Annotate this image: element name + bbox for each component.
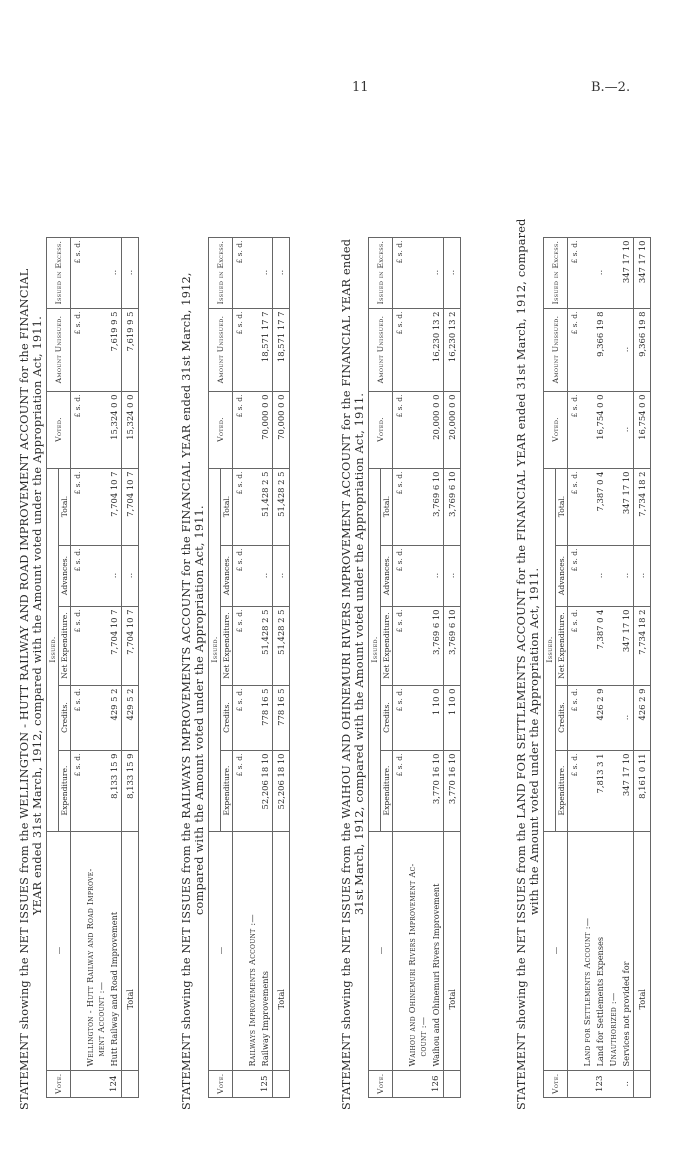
col-description: — bbox=[47, 831, 71, 1070]
col-unissued: Amount Unissued. bbox=[209, 308, 233, 391]
statement-railways-improvements bbox=[180, 20, 290, 1120]
unit-label: £ s. d. bbox=[568, 545, 582, 606]
vote-number: 123 bbox=[594, 1070, 607, 1097]
col-advances: Advances. bbox=[221, 545, 233, 606]
unit-label: £ s. d. bbox=[568, 308, 582, 391]
total-voted: 20,000 0 0 bbox=[444, 391, 461, 468]
col-total: Total. bbox=[59, 468, 71, 545]
col-voted: Voted. bbox=[369, 391, 393, 468]
table-row bbox=[594, 237, 607, 1097]
statement-title-line2: with the Amount voted under the Appropriation Act, 1911. bbox=[528, 567, 541, 915]
table-row bbox=[620, 237, 634, 1097]
statement-title-line2: compared with the Amount voted under the Appropriation Act, 1911. bbox=[193, 505, 206, 915]
total-value: 7,704 10 7 bbox=[108, 468, 122, 545]
net-expenditure-value: 7,387 0 4 bbox=[594, 606, 607, 685]
statement-title-line1: STATEMENT showing the NET ISSUES from the WELLINGTON - HUTT RAILWAY AND ROAD IMPROVEMENT ACCOUNT for the FINANCIAL bbox=[18, 268, 31, 1110]
col-issued: Issued. bbox=[369, 468, 381, 831]
statement-title bbox=[180, 20, 206, 1120]
unissued-value: 9,366 19 8 bbox=[594, 308, 607, 391]
unit-label: £ s. d. bbox=[393, 468, 407, 545]
col-excess: Issued in Excess. bbox=[47, 237, 71, 308]
unit-label: £ s. d. bbox=[233, 308, 247, 391]
unit-label: £ s. d. bbox=[233, 468, 247, 545]
total-value: 7,387 0 4 bbox=[594, 468, 607, 545]
statement-title bbox=[515, 20, 541, 1120]
account-heading-line2: ment Account :— bbox=[96, 981, 106, 1057]
unissued-value: 16,230 13 2 bbox=[430, 308, 444, 391]
total-row bbox=[273, 237, 290, 1097]
advances-value: .. bbox=[430, 545, 444, 606]
total-advances: .. bbox=[444, 545, 461, 606]
voted-value: 16,754 0 0 bbox=[594, 391, 607, 468]
statement-title bbox=[18, 20, 44, 1120]
unit-label: £ s. d. bbox=[393, 237, 407, 308]
unit-label: £ s. d. bbox=[393, 750, 407, 831]
statement-title bbox=[340, 20, 366, 1120]
unit-label: £ s. d. bbox=[233, 391, 247, 468]
credits-value: 778 16 5 bbox=[259, 685, 273, 750]
unit-label: £ s. d. bbox=[393, 606, 407, 685]
statement-table bbox=[543, 237, 651, 1098]
col-advances: Advances. bbox=[59, 545, 71, 606]
total-credits: 426 2 9 bbox=[634, 685, 651, 750]
total-voted: 16,754 0 0 bbox=[634, 391, 651, 468]
total-excess: 347 17 10 bbox=[634, 237, 651, 308]
unit-label: £ s. d. bbox=[71, 750, 85, 831]
total-excess: .. bbox=[122, 237, 139, 308]
unit-label: £ s. d. bbox=[233, 237, 247, 308]
total-unissued: 9,366 19 8 bbox=[634, 308, 651, 391]
vote-number: 124 bbox=[108, 1070, 122, 1097]
excess-value: .. bbox=[594, 237, 607, 308]
col-issued: Issued. bbox=[544, 468, 556, 831]
total-net-expenditure: 3,769 6 10 bbox=[444, 606, 461, 685]
item-description: Land for Settlements Expenses bbox=[594, 831, 607, 1070]
total-expenditure: 8,161 0 11 bbox=[634, 750, 651, 831]
unit-label: £ s. d. bbox=[71, 685, 85, 750]
col-credits: Credits. bbox=[59, 685, 71, 750]
voted-value: .. bbox=[620, 391, 634, 468]
table-row bbox=[108, 237, 122, 1097]
total-advances: .. bbox=[273, 545, 290, 606]
statement-table bbox=[208, 237, 290, 1098]
unit-label: £ s. d. bbox=[71, 468, 85, 545]
col-voted: Voted. bbox=[544, 391, 568, 468]
item-description: Waihou and Ohinemuri Rivers Improvement bbox=[430, 831, 444, 1070]
total-advances: .. bbox=[122, 545, 139, 606]
total-unissued: 18,571 17 7 bbox=[273, 308, 290, 391]
total-total: 51,428 2 5 bbox=[273, 468, 290, 545]
document-reference: B.—2. bbox=[591, 80, 631, 95]
statement-title-line2: 31st March, 1912, compared with the Amount voted under the Appropriation Act, 1911. bbox=[353, 392, 366, 915]
total-row bbox=[444, 237, 461, 1097]
col-excess: Issued in Excess. bbox=[544, 237, 568, 308]
excess-value: .. bbox=[108, 237, 122, 308]
col-vote: Vote. bbox=[369, 1070, 393, 1097]
expenditure-value: 347 17 10 bbox=[620, 750, 634, 831]
total-credits: 778 16 5 bbox=[273, 685, 290, 750]
total-expenditure: 52,206 18 10 bbox=[273, 750, 290, 831]
account-heading bbox=[84, 831, 108, 1070]
account-heading: Railways Improvements Account :— bbox=[246, 831, 259, 1070]
voted-value: 20,000 0 0 bbox=[430, 391, 444, 468]
unit-label: £ s. d. bbox=[71, 237, 85, 308]
total-label: Total bbox=[273, 831, 290, 1070]
net-expenditure-value: 51,428 2 5 bbox=[259, 606, 273, 685]
total-voted: 15,324 0 0 bbox=[122, 391, 139, 468]
expenditure-value: 52,206 18 10 bbox=[259, 750, 273, 831]
total-unissued: 16,230 13 2 bbox=[444, 308, 461, 391]
col-credits: Credits. bbox=[381, 685, 393, 750]
account-heading: Land for Settlements Account :— bbox=[581, 831, 594, 1070]
total-label: Total bbox=[634, 831, 651, 1070]
statement-title-line1: STATEMENT showing the NET ISSUES from the RAILWAYS IMPROVEMENTS ACCOUNT for the FINANCIAL YEAR ended 31st March, 1912, bbox=[180, 272, 193, 1110]
col-net-expenditure: Net Expenditure. bbox=[221, 606, 233, 685]
item-description: Railway Improvements bbox=[259, 831, 273, 1070]
table-row bbox=[259, 237, 273, 1097]
total-net-expenditure: 51,428 2 5 bbox=[273, 606, 290, 685]
item-description: Services not provided for bbox=[620, 831, 634, 1070]
item-description: Hutt Railway and Road Improvement bbox=[108, 831, 122, 1070]
advances-value: .. bbox=[594, 545, 607, 606]
advances-value: .. bbox=[259, 545, 273, 606]
col-vote: Vote. bbox=[544, 1070, 568, 1097]
col-credits: Credits. bbox=[556, 685, 568, 750]
total-net-expenditure: 7,704 10 7 bbox=[122, 606, 139, 685]
col-issued: Issued. bbox=[47, 468, 59, 831]
col-vote: Vote. bbox=[47, 1070, 71, 1097]
col-unissued: Amount Unissued. bbox=[47, 308, 71, 391]
statement-table bbox=[368, 237, 461, 1098]
advances-value: .. bbox=[108, 545, 122, 606]
rotated-statements bbox=[10, 20, 700, 1120]
total-row bbox=[634, 237, 651, 1097]
expenditure-value: 8,133 15 9 bbox=[108, 750, 122, 831]
total-voted: 70,000 0 0 bbox=[273, 391, 290, 468]
unit-label: £ s. d. bbox=[568, 685, 582, 750]
statement-land-for-settlements bbox=[515, 20, 651, 1120]
total-net-expenditure: 7,734 18 2 bbox=[634, 606, 651, 685]
unit-label: £ s. d. bbox=[71, 545, 85, 606]
statement-table bbox=[46, 237, 139, 1098]
vote-number: 126 bbox=[430, 1070, 444, 1097]
unit-label: £ s. d. bbox=[568, 468, 582, 545]
unit-label: £ s. d. bbox=[393, 391, 407, 468]
col-unissued: Amount Unissued. bbox=[369, 308, 393, 391]
col-description: — bbox=[209, 831, 233, 1070]
unit-label: £ s. d. bbox=[233, 750, 247, 831]
expenditure-value: 3,770 16 10 bbox=[430, 750, 444, 831]
statement-waihou-ohinemuri bbox=[340, 20, 461, 1120]
col-total: Total. bbox=[221, 468, 233, 545]
col-voted: Voted. bbox=[209, 391, 233, 468]
net-expenditure-value: 3,769 6 10 bbox=[430, 606, 444, 685]
unit-label: £ s. d. bbox=[393, 308, 407, 391]
vote-number: .. bbox=[620, 1070, 634, 1097]
total-excess: .. bbox=[444, 237, 461, 308]
unit-label: £ s. d. bbox=[568, 750, 582, 831]
advances-value: .. bbox=[620, 545, 634, 606]
voted-value: 15,324 0 0 bbox=[108, 391, 122, 468]
unit-label: £ s. d. bbox=[568, 391, 582, 468]
unissued-value: 7,619 9 5 bbox=[108, 308, 122, 391]
credits-value: .. bbox=[620, 685, 634, 750]
account-heading-line1: Waihou and Ohinemuri Rivers Improvement Ac- bbox=[407, 863, 417, 1067]
net-expenditure-value: 7,704 10 7 bbox=[108, 606, 122, 685]
total-excess: .. bbox=[273, 237, 290, 308]
total-total: 7,734 18 2 bbox=[634, 468, 651, 545]
col-vote: Vote. bbox=[209, 1070, 233, 1097]
unit-label: £ s. d. bbox=[393, 685, 407, 750]
col-excess: Issued in Excess. bbox=[369, 237, 393, 308]
excess-value: .. bbox=[259, 237, 273, 308]
statement-title-line2: YEAR ended 31st March, 1912, compared with the Amount voted under the Appropriation Act, 1911. bbox=[31, 316, 44, 915]
col-description: — bbox=[544, 831, 568, 1070]
unit-label: £ s. d. bbox=[233, 545, 247, 606]
total-credits: 1 10 0 bbox=[444, 685, 461, 750]
unit-label: £ s. d. bbox=[233, 606, 247, 685]
col-total: Total. bbox=[381, 468, 393, 545]
total-advances: .. bbox=[634, 545, 651, 606]
total-row bbox=[122, 237, 139, 1097]
col-expenditure: Expenditure. bbox=[556, 750, 568, 831]
account-heading-line2: count :— bbox=[418, 1016, 428, 1057]
unissued-value: .. bbox=[620, 308, 634, 391]
total-label: Total bbox=[122, 831, 139, 1070]
total-total: 3,769 6 10 bbox=[444, 468, 461, 545]
col-expenditure: Expenditure. bbox=[221, 750, 233, 831]
col-issued: Issued. bbox=[209, 468, 221, 831]
account-heading-line1: Wellington - Hutt Railway and Road Improve- bbox=[85, 868, 95, 1067]
unit-label: £ s. d. bbox=[71, 606, 85, 685]
excess-value: 347 17 10 bbox=[620, 237, 634, 308]
excess-value: .. bbox=[430, 237, 444, 308]
col-advances: Advances. bbox=[556, 545, 568, 606]
page-number: 11 bbox=[352, 80, 369, 95]
total-label: Total bbox=[444, 831, 461, 1070]
statement-wellington-hutt bbox=[18, 20, 139, 1120]
col-net-expenditure: Net Expenditure. bbox=[381, 606, 393, 685]
net-expenditure-value: 347 17 10 bbox=[620, 606, 634, 685]
credits-value: 426 2 9 bbox=[594, 685, 607, 750]
unit-label: £ s. d. bbox=[568, 237, 582, 308]
col-net-expenditure: Net Expenditure. bbox=[556, 606, 568, 685]
voted-value: 70,000 0 0 bbox=[259, 391, 273, 468]
unit-label: £ s. d. bbox=[233, 685, 247, 750]
unit-label: £ s. d. bbox=[568, 606, 582, 685]
col-excess: Issued in Excess. bbox=[209, 237, 233, 308]
unissued-value: 18,571 17 7 bbox=[259, 308, 273, 391]
col-advances: Advances. bbox=[381, 545, 393, 606]
credits-value: 1 10 0 bbox=[430, 685, 444, 750]
col-unissued: Amount Unissued. bbox=[544, 308, 568, 391]
total-expenditure: 8,133 15 9 bbox=[122, 750, 139, 831]
statement-title-line1: STATEMENT showing the NET ISSUES from the WAIHOU AND OHINEMURI RIVERS IMPROVEMENT ACCOUNT for the FINANCIAL YEAR ended bbox=[340, 238, 353, 1110]
total-expenditure: 3,770 16 10 bbox=[444, 750, 461, 831]
unit-label: £ s. d. bbox=[393, 545, 407, 606]
col-total: Total. bbox=[556, 468, 568, 545]
total-value: 3,769 6 10 bbox=[430, 468, 444, 545]
credits-value: 429 5 2 bbox=[108, 685, 122, 750]
col-credits: Credits. bbox=[221, 685, 233, 750]
total-value: 347 17 10 bbox=[620, 468, 634, 545]
col-voted: Voted. bbox=[47, 391, 71, 468]
total-value: 51,428 2 5 bbox=[259, 468, 273, 545]
unauthorized-heading: Unauthorized :— bbox=[607, 831, 620, 1070]
statement-title-line1: STATEMENT showing the NET ISSUES from the LAND FOR SETTLEMENTS ACCOUNT for the FINANCIAL YEAR ended 31st March, 1912, compared bbox=[515, 218, 528, 1110]
col-net-expenditure: Net Expenditure. bbox=[59, 606, 71, 685]
vote-number: 125 bbox=[259, 1070, 273, 1097]
total-total: 7,704 10 7 bbox=[122, 468, 139, 545]
total-unissued: 7,619 9 5 bbox=[122, 308, 139, 391]
expenditure-value: 7,813 3 1 bbox=[594, 750, 607, 831]
col-expenditure: Expenditure. bbox=[59, 750, 71, 831]
table-row bbox=[430, 237, 444, 1097]
unit-label: £ s. d. bbox=[71, 308, 85, 391]
unit-label: £ s. d. bbox=[71, 391, 85, 468]
account-heading bbox=[406, 831, 430, 1070]
col-description: — bbox=[369, 831, 393, 1070]
total-credits: 429 5 2 bbox=[122, 685, 139, 750]
col-expenditure: Expenditure. bbox=[381, 750, 393, 831]
